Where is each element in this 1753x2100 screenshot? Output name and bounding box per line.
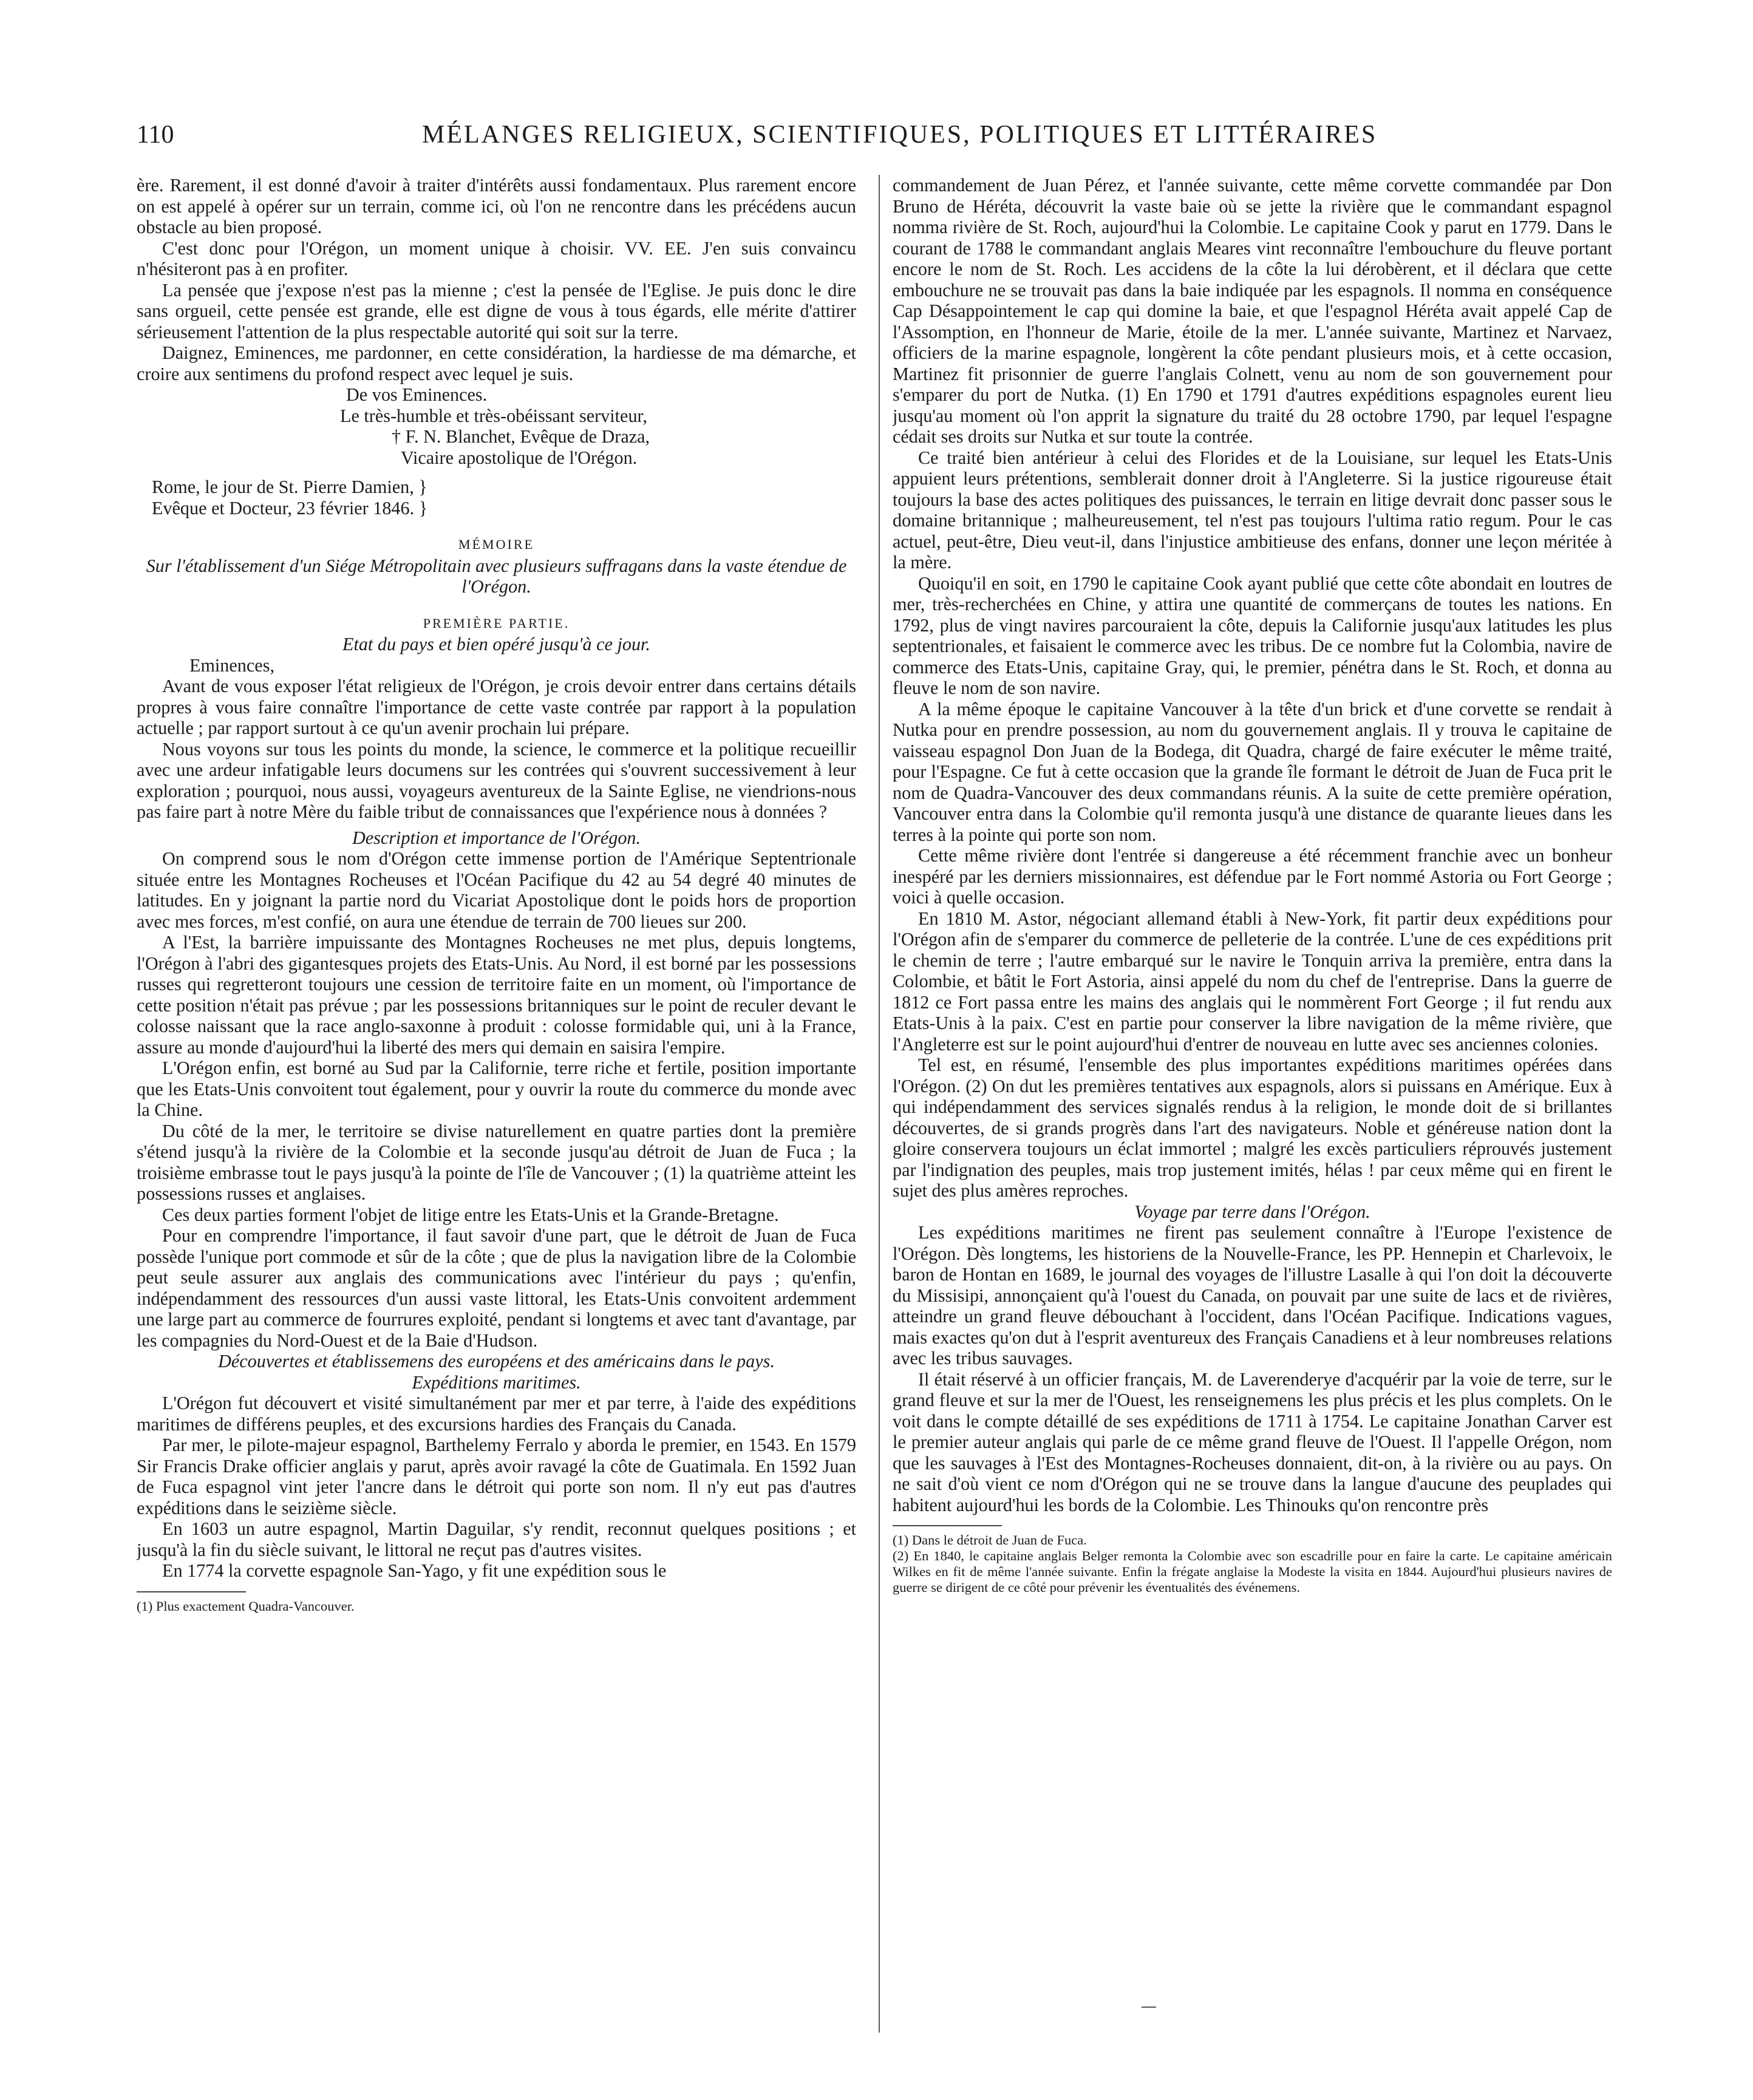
footnote: (1) Plus exactement Quadra-Vancouver. [137,1598,355,1614]
part-heading: PREMIÈRE PARTIE. [423,615,570,631]
date-line: Evêque et Docteur, 23 février 1846. } [152,497,428,518]
paragraph: Quoiqu'il en soit, en 1790 le capitaine Cook ayant publié que cette côte abondait en loutres de mer, très-recherchées en Chine, y attira une quantité de commerçans de toutes les nations. En 1792, plus de vingt navires parcouraient la côte, depuis la Californie jusqu'aux latitudes les plus septentrionales, et faisaient le commerce avec les tribus. De ce nombre fut la Colombia, navire de commerce des Etats-Unis, capitaine Gray, qui, le premier, pénétra dans le St. Roch, et donna au fleuve le nom de son navire. [893,573,1612,698]
subsection-heading: Découvertes et établissemens des européens et des américains dans le pays. [218,1351,775,1371]
footnote: (2) En 1840, le capitaine anglais Belger remonta la Colombie avec son escadrille pour en faire la carte. Le capitaine américain Wilkes en fit de même l'année suivante. Enfin la frégate anglaise la Modeste la visita en 1844. Aujourd'hui plusieurs navires de guerre se dirigent de ce côté pour prévenir les éventualités des événemens. [893,1548,1612,1595]
paragraph: Nous voyons sur tous les points du monde, la science, le commerce et la politique recueillir avec une ardeur infatigable leurs documens sur les contrées qui s'ouvrent successivement à leur exploration ; pourquoi, nous aussi, voyageurs aventureux de la Sainte Eglise, ne viendrions-nous pas faire part à notre Mère du faible tribut de connaissances que l'expérience nous à données ? [137,738,856,822]
paragraph: En 1603 un autre espagnol, Martin Daguilar, s'y rendit, reconnut quelques positions ; et jusqu'à la fin du siècle suivant, le littoral ne reçut pas d'autres visites. [137,1518,856,1560]
paragraph: En 1810 M. Astor, négociant allemand établi à New-York, fit partir deux expéditions pour l'Orégon afin de s'emparer du commerce de pelleterie de la contrée. L'une de ces expéditions prit le chemin de terre ; l'autre embarqué sur le navire le Tonquin arriva la première, entra dans la Colombie, et bâtit le Fort Astoria, ainsi appelé du nom du chef de l'entreprise. Dans la guerre de 1812 ce Fort passa entre les mains des anglais qui le nommèrent Fort George ; il fut rendu aux Etats-Unis à la paix. C'est en partie pour conserver la libre navigation de la même rivière, que l'Angleterre est sur le point aujourd'hui d'entrer de nouveau en lutte avec ses anciennes colonies. [893,908,1612,1055]
paragraph: L'Orégon fut découvert et visité simultanément par mer et par terre, à l'aide des expéditions maritimes de différens peuples, et des excursions hardies des Français du Canada. [137,1393,856,1435]
subsection-heading: Expéditions maritimes. [412,1371,581,1393]
paragraph: L'Orégon enfin, est borné au Sud par la Californie, terre riche et fertile, position importante que les Etats-Unis convoitent tout également, pour y ouvrir la route du commerce du monde avec la Chine. [137,1058,856,1120]
salutation: Eminences, [189,654,274,676]
signature-line: De vos Eminences. [346,384,488,405]
running-title: MÉLANGES RELIGIEUX, SCIENTIFIQUES, POLITIQUES ET LITTÉRAIRES [422,121,1378,149]
signature-line: † F. N. Blanchet, Evêque de Draza, [392,426,650,447]
left-column [137,175,856,2057]
subsection-heading: Description et importance de l'Orégon. [352,827,641,848]
paragraph: Les expéditions maritimes ne firent pas seulement connaître à l'Europe l'existence de l'Orégon. Dès longtems, les historiens de la Nouvelle-France, les PP. Hennepin et Charlevoix, le baron de Hontan en 1689, le journal des voyages de l'illustre Lasalle à qui l'on doit la découverte du Missisipi, annonçaient qu'à l'ouest du Canada, on pouvait par une suite de lacs et de rivières, atteindre un grand fleuve débouchant à l'occident, dans l'Océan Pacifique. Indications vagues, mais exactes qu'on dut à l'esprit aventureux des Français Canadiens et à leur nombreuses relations avec les tribus sauvages. [893,1222,1612,1368]
paragraph: A l'Est, la barrière impuissante des Montagnes Rocheuses ne met plus, depuis longtems, l'Orégon à l'abri des gigantesques projets des Etats-Unis. Au Nord, il est borné par les possessions russes qui regretteront toujours une cession de territoire faite en un moment, où l'importance de cette position n'était pas prévue ; par les possessions britanniques sur le point de reculer devant le colosse naissant que la race anglo-saxonne à produit : colosse formidable qui, uni à la France, assure au monde d'aujourd'hui la liberté des mers qui demain en saisira l'empire. [137,932,856,1058]
page-header [137,120,1649,157]
paragraph: Ce traité bien antérieur à celui des Florides et de la Louisiane, sur lequel les Etats-Unis appuient leurs prétentions, semblerait donner droit à l'Angleterre. Si la justice rigoureuse était toujours la base des actes politiques des puissances, le terrain en litige devrait donc passer sous le domaine britannique ; malheureusement, tel n'est pas toujours l'ultima ratio regum. Pour le cas actuel, peut-être, Dieu veut-il, dans l'injustice ambitieuse des enfans, donner une leçon méritée à la mère. [893,447,1612,573]
paragraph: C'est donc pour l'Orégon, un moment unique à choisir. VV. EE. J'en suis convaincu n'hésiteront pas à en profiter. [137,237,856,279]
end-dash [1142,2007,1156,2008]
paragraph: Par mer, le pilote-majeur espagnol, Barthelemy Ferralo y aborda le premier, en 1543. En 1579 Sir Francis Drake officier anglais y parut, après avoir ravagé la côte de Guatimala. En 1592 Juan de Fuca espagnol vint jeter l'ancre dans le détroit qui porte son nom. Il n'y eut pas d'autres expéditions dans le seizième siècle. [137,1435,856,1518]
part-subtitle: Etat du pays et bien opéré jusqu'à ce jour. [342,634,650,654]
paragraph: Avant de vous exposer l'état religieux de l'Orégon, je crois devoir entrer dans certains détails propres à vous faire connaître l'importance de cette vaste contrée par rapport à la population actuelle ; par rapport surtout à ce qu'un avenir prochain lui prépare. [137,676,856,738]
footnote-rule [893,1525,1002,1526]
footnote-rule [137,1591,246,1592]
section-subtitle: Sur l'établissement d'un Siége Métropolitain avec plusieurs suffragans dans la vaste étendue de l'Orégon. [146,555,847,597]
paragraph: Cette même rivière dont l'entrée si dangereuse a été récemment franchie avec un bonheur inespéré par les derniers missionnaires, est défendue par le Fort nommé Astoria ou Fort George ; voici à quelle occasion. [893,845,1612,908]
paragraph: Il était réservé à un officier français, M. de Laverenderye d'acquérir par la voie de terre, sur le grand fleuve et sur la mer de l'Ouest, les renseignemens les plus précis et les plus complets. On le voit dans le compte détaillé de ses expéditions de 1711 à 1754. Le capitaine Jonathan Carver est le premier auteur anglais qui parle de ce même grand fleuve de l'Ouest. Il l'appelle Orégon, nom que les sauvages à l'Est des Montagnes-Rocheuses donnaient, dit-on, à la rivière ou au pays. On ne sait d'où vient ce nom d'Orégon qui ne se trouve dans la langue d'aucune des peuplades qui habitent aujourd'hui les bords de la Colombie. Les Thinouks qu'on rencontre près [893,1368,1612,1515]
signature-line: Le très-humble et très-obéissant serviteur, [340,405,647,426]
signature-line: Vicaire apostolique de l'Orégon. [401,447,638,468]
paragraph: commandement de Juan Pérez, et l'année suivante, cette même corvette commandée par Don Bruno de Héréta, découvrit la vaste baie où se jette la rivière que le commandant espagnol nomma rivière de St. Roch, aujourd'hui la Colombie. Le capitaine Cook y parut en 1779. Dans le courant de 1788 le commandant anglais Meares vint reconnaître l'embouchure du fleuve portant encore le nom de St. Roch. Les accidens de la côte la lui dérobèrent, et il déclara que cette embouchure ne se trouvait pas dans la baie indiquée par les espagnols. Il nomma en conséquence Cap Désappointement le cap qui domine la baie, et que l'espagnol Héréta avait appelé Cap de l'Assomption, en l'honneur de Marie, étoile de la mer. L'année suivante, Martinez et Narvaez, officiers de la marine espagnole, longèrent la côte pendant plusieurs mois, et à cette occasion, Martinez fit prisonnier de guerre l'anglais Colnett, venu au nom de son gouvernement pour s'emparer du port de Nutka. (1) En 1790 et 1791 d'autres expéditions espagnoles eurent lieu jusqu'au moment où l'on apprit la signature du traité du 28 octobre 1790, par lequel l'espagne cédait ses droits sur Nutka et sur toute la contrée. [893,175,1612,447]
paragraph: Ces deux parties forment l'objet de litige entre les Etats-Unis et la Grande-Bretagne. [162,1204,779,1225]
paragraph: A la même époque le capitaine Vancouver à la tête d'un brick et d'une corvette se rendait à Nutka pour en prendre possession, au nom du gouvernement anglais. Il y trouva le capitaine de vaisseau espagnol Don Juan de la Bodega, dit Quadra, chargé de faire exécuter le même traité, pour l'Espagne. Ce fut à cette occasion que la grande île formant le détroit de Juan de Fuca prit le nom de Quadra-Vancouver des deux commandans réunis. A la suite de cette première opération, Vancouver entra dans la Colombie qu'il remonta jusqu'à une distance de quarante lieues dans les terres à la pointe qui porte son nom. [893,698,1612,845]
paragraph: Tel est, en résumé, l'ensemble des plus importantes expéditions maritimes opérées dans l'Orégon. (2) On dut les premières tentatives aux espagnols, alors si puissans en Amérique. Eux à qui indépendamment des services signalés rendus à la religion, le monde doit de si brillantes découvertes, de si grands progrès dans l'art des navigateurs. Noble et généreuse nation dont la gloire conservera toujours un éclat immortel ; malgré les excès particuliers réprouvés justement par l'indignation des peuples, mais trop justement imités, hélas ! par ceux même qui en firent le sujet des plus amères reproches. [893,1055,1612,1201]
paragraph: Pour en comprendre l'importance, il faut savoir d'une part, que le détroit de Juan de Fuca possède l'unique port commode et sûr de la côte ; que de plus la navigation libre de la Colombie peut seule assurer aux anglais des communications avec l'intérieur du pays ; qu'enfin, indépendamment des ressources d'un aussi vaste littoral, les Etats-Unis convoitent ardemment une large part au commerce de fourrures exploité, pendant si longtems et avec tant d'avantage, par les compagnies du Nord-Ouest et de la Baie d'Hudson. [137,1225,856,1351]
paragraph: En 1774 la corvette espagnole San-Yago, y fit une expédition sous le [162,1560,667,1581]
paragraph: Du côté de la mer, le territoire se divise naturellement en quatre parties dont la première s'étend jusqu'à la rivière de la Colombie et la seconde jusqu'au détroit de Juan de Fuca ; la troisième embrasse tout le pays jusqu'à la pointe de l'île de Vancouver ; (1) la quatrième atteint les possessions russes et anglaises. [137,1120,856,1204]
paragraph: On comprend sous le nom d'Orégon cette immense portion de l'Amérique Septentrionale située entre les Montagnes Rocheuses et l'Océan Pacifique du 42 au 54 degré 40 minutes de latitudes. En y joignant la partie nord du Vicariat Apostolique dont le poids hors de proportion avec mes forces, m'est confié, on aura une étendue de terrain de 700 lieues sur 200. [137,848,856,932]
page-number: 110 [137,121,174,149]
column-divider [879,175,880,2033]
right-column [893,175,1612,2057]
paragraph: Daignez, Eminences, me pardonner, en cette considération, la hardiesse de ma démarche, et croire aux sentimens du profond respect avec lequel je suis. [137,342,856,384]
subsection-heading: Voyage par terre dans l'Orégon. [1134,1201,1370,1222]
paragraph: La pensée que j'expose n'est pas la mienne ; c'est la pensée de l'Eglise. Je puis donc le dire sans orgueil, cette pensée est grande, elle est digne de vous à tous égards, elle mérite d'attirer sérieusement l'attention de la plus respectable autorité qui soit sur la terre. [137,279,856,342]
section-heading: MÉMOIRE [458,537,534,552]
paragraph: ère. Rarement, il est donné d'avoir à traiter d'intérêts aussi fondamentaux. Plus rarement encore on est appelé à opérer sur un terrain, comme ici, où l'on ne rencontre dans les précédens aucun obstacle au bien proposé. [137,175,856,237]
date-line: Rome, le jour de St. Pierre Damien, } [152,477,427,497]
footnote: (1) Dans le détroit de Juan de Fuca. [893,1532,1087,1548]
